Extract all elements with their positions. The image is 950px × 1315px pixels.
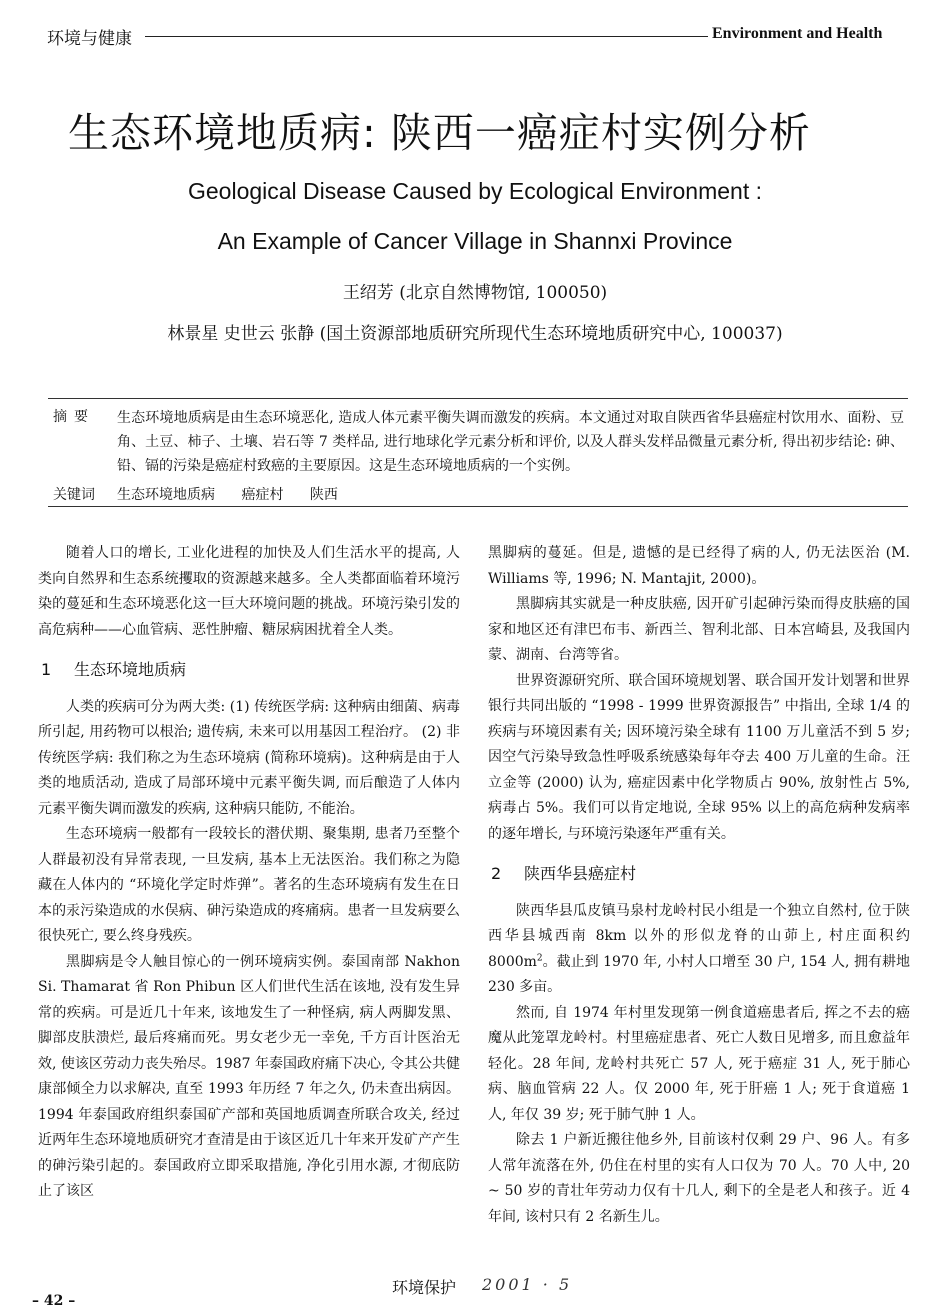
body-paragraph: 然而, 自 1974 年村里发现第一例食道癌患者后, 挥之不去的癌魔从此笼罩龙岭村。村里癌症患者、死亡人数日见增多, 而且愈益年轻化。28 年间, 龙岭村共死亡 57 人, 死于癌症 31 人, 死于肺心病、脑血管病 22 人。仅 2000 年, 死于肝癌 1 人; 死于食道癌 1 人, 年仅 39 岁; 死于肺气肿 1 人。 <box>488 1004 910 1123</box>
abstract-rule-top <box>48 398 908 399</box>
section-title: 陕西华县癌症村 <box>524 864 637 883</box>
body-paragraph: 黑脚病是令人触目惊心的一例环境病实例。泰国南部 Nakhon Si. Thamarat 省 Ron Phibun 区人们世代生活在该地, 没有发生异常的疾病。可是近几十年来, 该地发生了一种怪病, 病人两脚发黑、脚部皮肤溃烂, 最后疼痛而死。男女老少无一幸免, 千方百计医治无效, 使该区劳动力丧失殆尽。1987 年泰国政府痛下决心, 令其公共健康部倾全力以求解决, 直至 1993 年历经 7 年之久, 仍未查出病因。1994 年泰国政府组织泰国矿产部和英国地质调查所联合攻关, 经过近两年生态环境地质研究才查清是由于该区近几十年来开发矿产产生的砷污染引起的。泰国政府立即采取措施, 净化引用水源, 才彻底防止了该区 <box>38 953 460 1199</box>
running-head-section-en: Environment and Health <box>712 25 883 42</box>
footer-issue: 2001 · 5 <box>482 1275 573 1294</box>
paper-title-zh: 生态环境地质病: 陕西一癌症村实例分析 <box>68 109 811 157</box>
section-heading <box>38 657 460 683</box>
section-number: 2 <box>491 864 502 883</box>
keyword: 生态环境地质病 <box>117 487 215 503</box>
keywords-list <box>117 484 352 504</box>
keyword: 癌症村 <box>241 487 284 503</box>
body-paragraph: 黑脚病其实就是一种皮肤癌, 因开矿引起砷污染而得皮肤癌的国家和地区还有津巴布韦、新西兰、智利北部、日本宫崎县, 及我国内蒙、湖南、台湾等省。 <box>488 596 910 663</box>
body-paragraph: 除去 1 户新近搬往他乡外, 目前该村仅剩 29 户、96 人。有多人常年流落在外, 仍住在村里的实有人口仅为 70 人。70 人中, 20 ~ 50 岁的青壮年劳动力仅有十几人, 剩下的全是老人和孩子。近 4 年间, 该村只有 2 名新生儿。 <box>488 1132 910 1225</box>
superscript: 2 <box>536 952 543 963</box>
body-paragraph: 世界资源研究所、联合国环境规划署、联合国开发计划署和世界银行共同出版的 “1998 - 1999 世界资源报告” 中指出, 全球 1/4 的疾病与环境因素有关; 因环境污染全球有 1100 万儿童活不到 5 岁; 因空气污染导致急性呼吸系统感染每年夺去 400 万儿童的生命。汪立金等 (2000) 认为, 癌症因素中化学物质占 90%, 放射性占 5%, 病毒占 5%。我们可以肯定地说, 全球 95% 以上的高危病种发病率的逐年增长, 与环境污染逐年严重有关。 <box>488 672 910 842</box>
body-column-left <box>38 541 460 1205</box>
text-run: 。截止到 1970 年, 小村人口增至 30 户, 154 人, 拥有耕地 230 多亩。 <box>488 953 910 995</box>
section-number: 1 <box>41 660 52 679</box>
section-title: 生态环境地质病 <box>74 660 187 679</box>
footer-journal-name: 环境保护 <box>392 1278 457 1297</box>
header-rule <box>145 36 708 37</box>
body-paragraph: 生态环境病一般都有一段较长的潜伏期、聚集期, 患者乃至整个人群最初没有异常表现, 一旦发病, 基本上无法医治。我们称之为隐藏在人体内的 “环境化学定时炸弹”。著名的生态环境病有发生在日本的汞污染造成的水俣病、砷污染造成的疼痛病。患者一旦发病要么很快死亡, 要么终身残疾。 <box>38 826 460 944</box>
abstract-text: 生态环境地质病是由生态环境恶化, 造成人体元素平衡失调而激发的疾病。本文通过对取自陕西省华县癌症村饮用水、面粉、豆角、土豆、柿子、土壤、岩石等 7 类样品, 进行地球化学元素分析和评价, 以及人群头发样品微量元素分析, 得出初步结论: 砷、铅、镉的污染是癌症村致癌的主要原因。这是生态环境地质病的一个实例。 <box>117 410 904 474</box>
keywords-label: 关键词 <box>53 487 95 503</box>
author-line-2: 林景星 史世云 张静 (国土资源部地质研究所现代生态环境地质研究中心, 100037) <box>167 324 783 344</box>
text-run: 陕西华县瓜皮镇马泉村龙岭村民小组是一个独立自然村, 位于陕西华县城西南 8km 以外的形似龙脊的山茆上, 村庄面积约 8000m <box>488 902 910 970</box>
abstract-label: 摘要 <box>53 409 95 425</box>
running-head-section: 环境与健康 <box>47 29 132 49</box>
body-column-right <box>488 541 910 1230</box>
body-paragraph: 随着人口的增长, 工业化进程的加快及人们生活水平的提高, 人类向自然界和生态系统攫取的资源越来越多。全人类都面临着环境污染的蔓延和生态环境恶化这一巨大环境问题的挑战。环境污染引发的高危病种——心血管病、恶性肿瘤、糖尿病困扰着全人类。 <box>38 545 460 638</box>
abstract-rule-bottom <box>48 506 908 507</box>
author-line-1: 王绍芳 (北京自然博物馆, 100050) <box>342 283 608 303</box>
body-paragraph: 人类的疾病可分为两大类: (1) 传统医学病: 这种病由细菌、病毒所引起, 用药物可以根治; 遗传病, 未来可以用基因工程治疗。 (2) 非传统医学病: 我们称之为生态环境病 (简称环境病)。这种病是由于人类的地质活动, 造成了局部环境中元素平衡失调, 而后酿造了人体内元素平衡失调而激发的疾病, 这种病只能防, 不能治。 <box>38 698 460 817</box>
section-heading <box>488 861 910 887</box>
page-number: – 42 – <box>32 1293 76 1309</box>
body-paragraph <box>488 899 910 1001</box>
keyword: 陕西 <box>309 487 338 503</box>
paper-title-en-line2: An Example of Cancer Village in Shannxi Province <box>217 228 733 254</box>
paper-title-en-line1: Geological Disease Caused by Ecological Environment : <box>187 178 763 204</box>
body-paragraph: 黑脚病的蔓延。但是, 遗憾的是已经得了病的人, 仍无法医治 (M. Williams 等, 1996; N. Mantajit, 2000)。 <box>488 545 910 587</box>
